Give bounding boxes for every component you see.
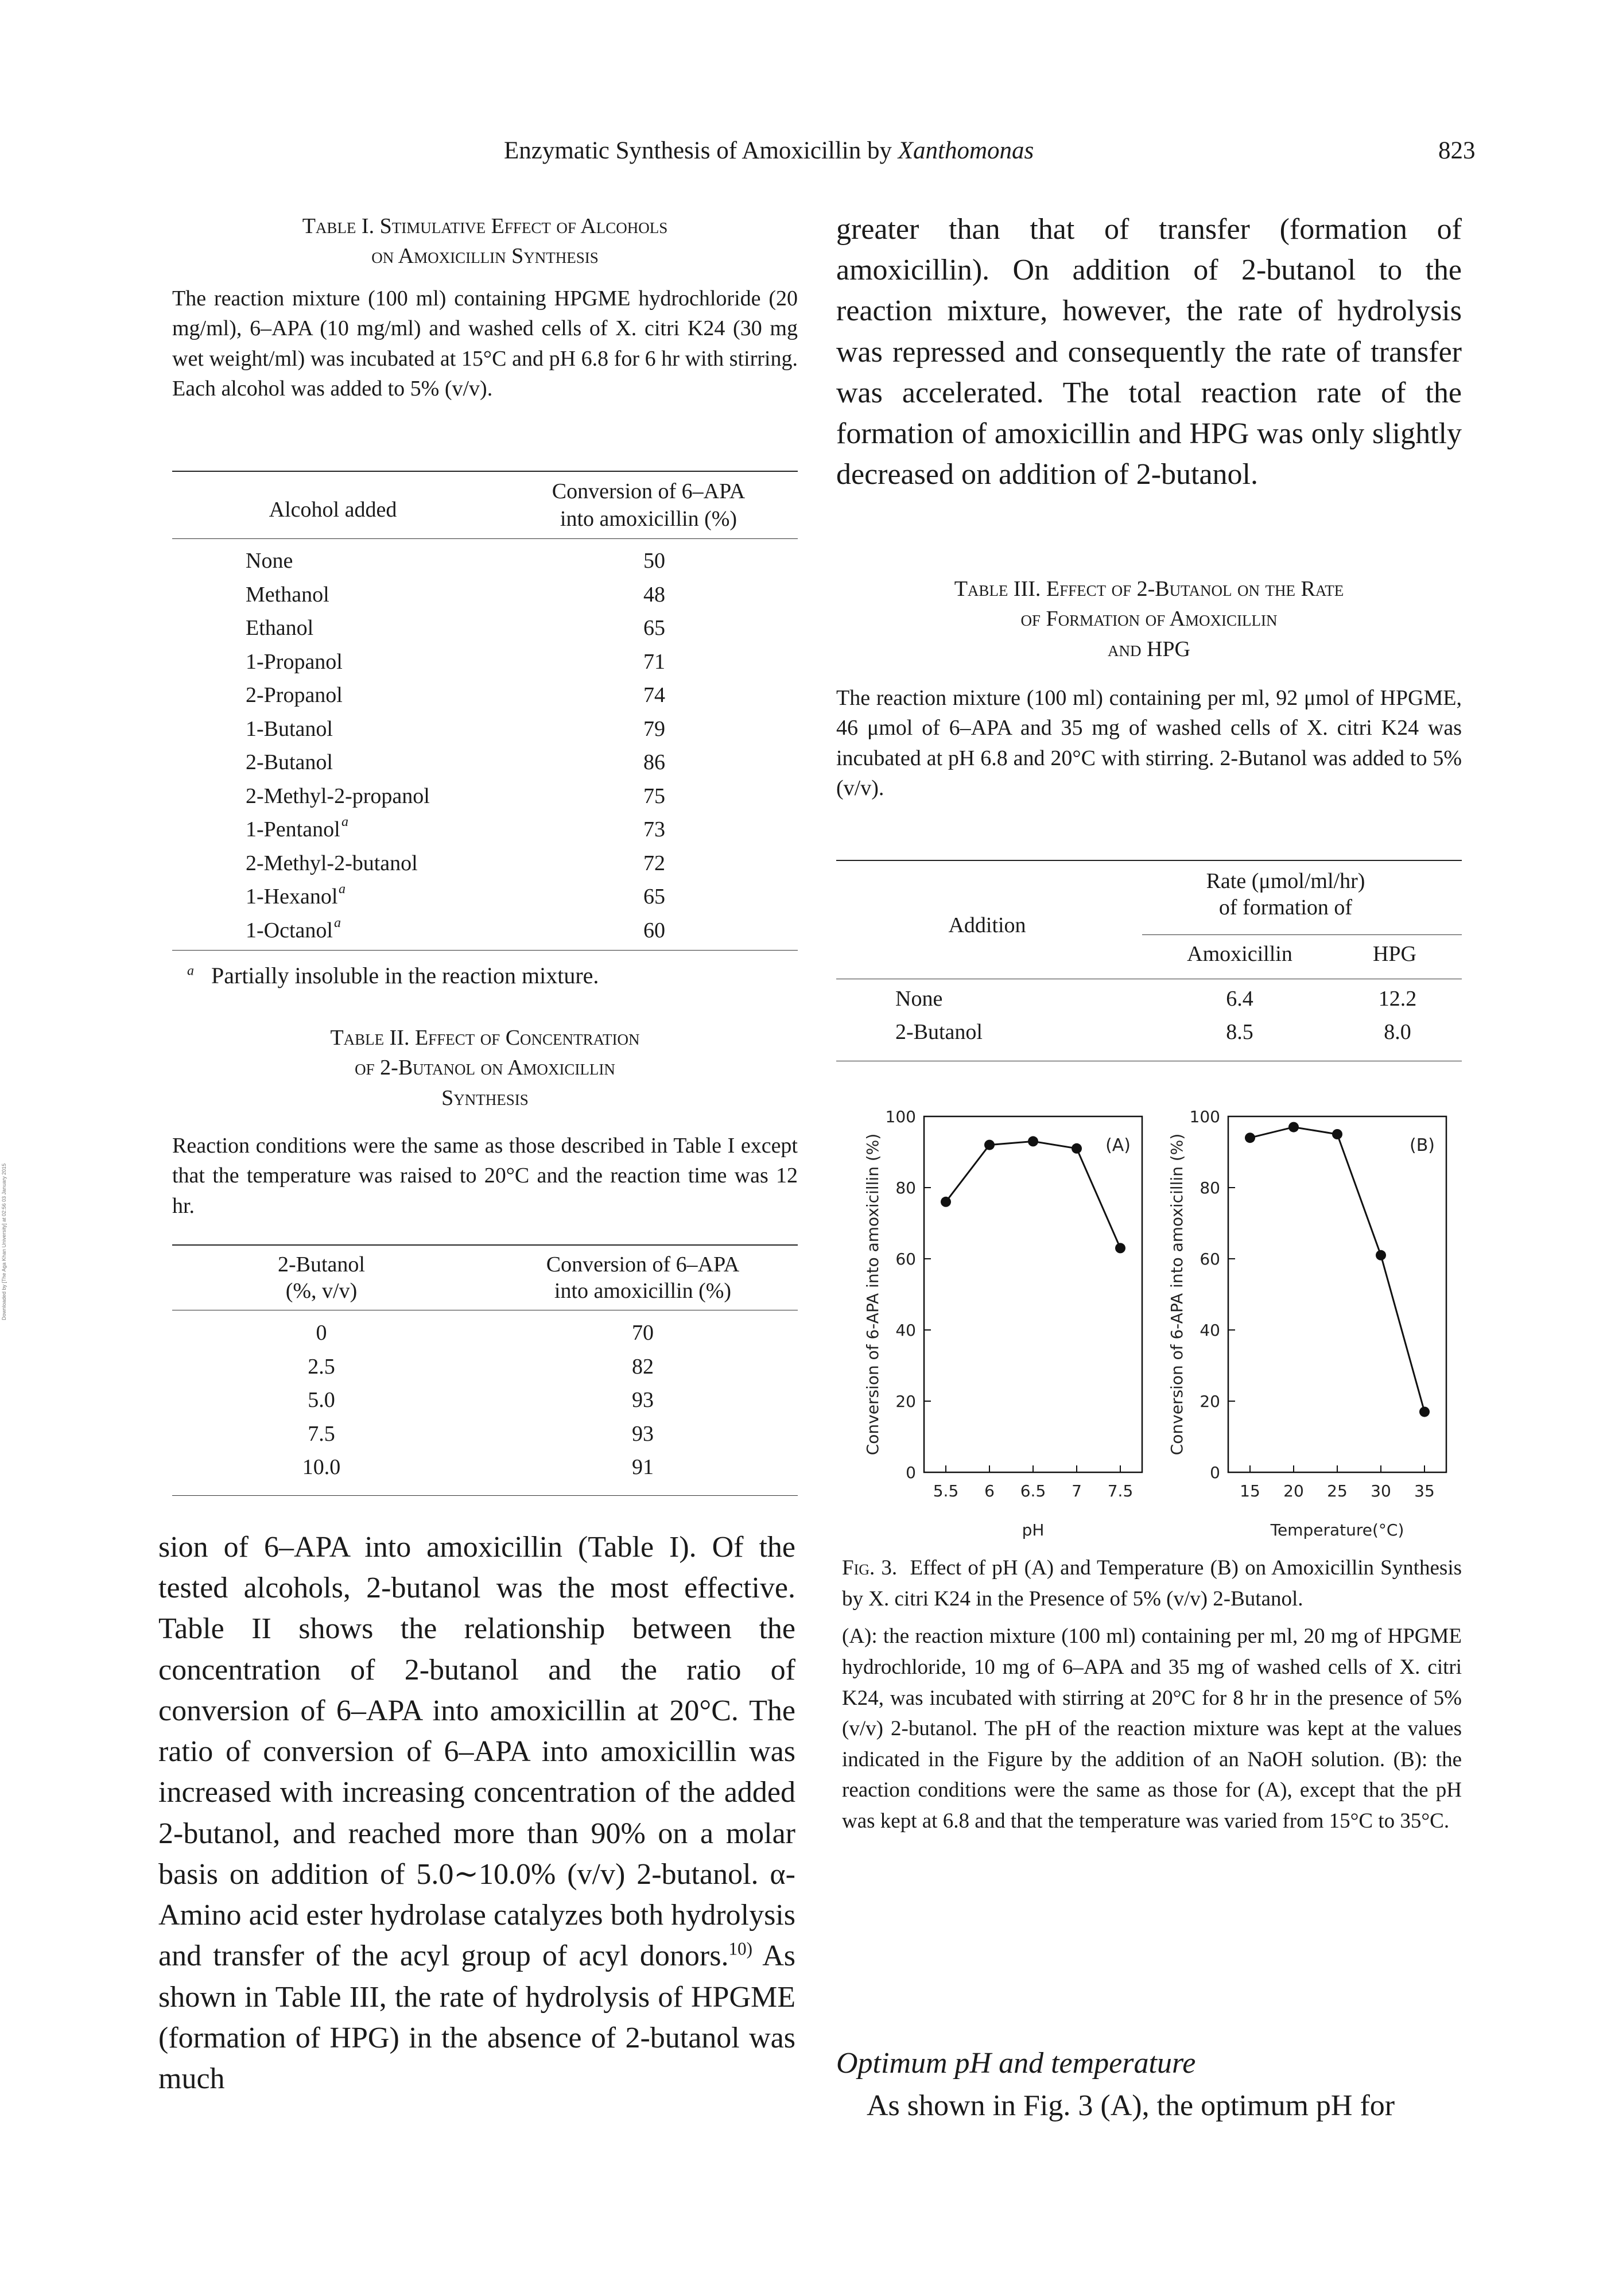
table2-col2-header-line2: into amoxicillin (%) <box>554 1279 732 1303</box>
panel-a-data-point <box>1028 1136 1038 1146</box>
panel-a-ylabel: Conversion of 6-APA into amoxicillin (%) <box>863 1133 882 1456</box>
panel-a-y-tick-label: 100 <box>885 1107 916 1126</box>
table3-title-line3: and HPG <box>1107 637 1190 661</box>
panel-b-y-tick-label: 40 <box>1200 1321 1220 1340</box>
table1-row-alcohol: 2-Methyl-2-butanol <box>246 851 418 875</box>
table1-row-footnote-mark: a <box>339 882 346 897</box>
table1-row-alcohol: None <box>246 549 293 573</box>
panel-b-data-point <box>1419 1407 1430 1417</box>
table1-col2-header <box>517 478 781 533</box>
table2-row-value: 91 <box>632 1455 654 1479</box>
table3-col-amoxicillin: Amoxicillin <box>1187 942 1292 966</box>
table1-row-alcohol: 1-Hexanol <box>246 885 338 909</box>
table1-row-footnote-mark: a <box>341 815 348 829</box>
table1-row-value: 75 <box>643 784 665 808</box>
table1-row-alcohol: 1-Octanol <box>246 918 333 943</box>
download-watermark-text: Downloaded by [The Aga Khan University] at 02:56 03 January 2015 <box>1 1163 7 1320</box>
table3-row-amoxicillin: 6.4 <box>1226 987 1253 1011</box>
table3-col-hpg: HPG <box>1372 942 1417 966</box>
table1-row-value: 86 <box>643 750 665 774</box>
table2-row-value: 93 <box>632 1421 654 1446</box>
table1-row-value: 48 <box>643 582 665 607</box>
panel-a-y-tick-label: 0 <box>906 1463 916 1482</box>
panel-a-y-tick-label: 20 <box>895 1392 916 1411</box>
table3-note: The reaction mixture (100 ml) containing per ml, 92 μmol of HPGME, 46 μmol of 6–APA and 35 mg of washed cells of X. citri K24 was incubated at pH 6.8 and 20°C with stirring. 2-Butanol was added to 5% (v/v). <box>836 686 1462 801</box>
table1-row-alcohol: 1-Butanol <box>246 716 333 741</box>
table1-header-rule <box>172 538 798 539</box>
table3-row-addition: 2-Butanol <box>895 1020 983 1044</box>
panel-b-data-point <box>1332 1129 1342 1139</box>
table3-row-hpg: 12.2 <box>1378 987 1417 1011</box>
table3-row-amoxicillin: 8.5 <box>1226 1020 1253 1044</box>
panel-b-x-tick-label: 20 <box>1283 1481 1304 1500</box>
chart-panel-b <box>1167 1107 1446 1539</box>
table1-row-value: 79 <box>643 716 665 741</box>
table2-title-line2: of 2-Butanol on Amoxicillin <box>355 1056 615 1080</box>
table1-bottom-rule <box>172 950 798 951</box>
table3-col-addition: Addition <box>948 913 1026 937</box>
figure3-caption <box>842 1553 1462 1837</box>
table1-note: The reaction mixture (100 ml) containing HPGME hydrochloride (20 mg/ml), 6–APA (10 mg/ml) and washed cells of X. citri K24 (30 mg wet weight/ml) was incubated at 15°C and pH 6.8 for 6 hr with stirring. Each alcohol was added to 5% (v/v). <box>172 286 798 401</box>
figure3-charts <box>861 1091 1464 1550</box>
panel-a-x-tick-label: 6 <box>984 1481 995 1500</box>
table1-row-value: 65 <box>643 616 665 640</box>
table1-row-alcohol: Methanol <box>246 582 329 607</box>
table1-col2-header-line2: into amoxicillin (%) <box>560 507 737 531</box>
table1-row-alcohol: 2-Butanol <box>246 750 333 774</box>
table1-label: Table I. <box>302 214 375 238</box>
table2-top-rule <box>172 1244 798 1246</box>
table2-row-concentration: 0 <box>316 1321 327 1345</box>
panel-a-label: (A) <box>1105 1135 1131 1155</box>
table3-label: Table III. <box>954 577 1041 601</box>
table2-row-value: 82 <box>632 1354 654 1379</box>
table1-caption <box>172 211 798 272</box>
table3-title-line1: Effect of 2-Butanol on the Rate <box>1046 577 1344 601</box>
running-title-italic: Xanthomonas <box>898 137 1034 164</box>
panel-b-y-tick-label: 0 <box>1210 1463 1220 1482</box>
chart-panel-a <box>863 1107 1142 1539</box>
panel-b-x-tick-label: 30 <box>1371 1481 1391 1500</box>
left-body-text: sion of 6–APA into amoxicillin (Table I). Of the tested alcohols, 2-butanol was the most effective. Table II shows the relationship between the concentration of 2-butanol and the ratio of conversion of 6–APA into amoxicillin at 20°C. The ratio of conversion of 6–APA into amoxicillin was increased with increasing concentration of the added 2-butanol, and reached more than 90% on a molar basis on addition of 5.0∼10.0% (v/v) 2-butanol. α-Amino acid ester hydrolase catalyzes both hydrolysis and transfer of the acyl group of acyl donors. <box>158 1531 795 1973</box>
download-watermark <box>1 976 13 1320</box>
table3-top-rule <box>836 860 1462 861</box>
figure3-title: Effect of pH (A) and Temperature (B) on Amoxicillin Synthesis by X. citri K24 in the Presence of 5% (v/v) 2-Butanol. <box>842 1556 1462 1611</box>
panel-a-data-point <box>1072 1143 1082 1154</box>
panel-a-plot-frame <box>924 1116 1142 1472</box>
table3-col-rate-line2: of formation of <box>1218 895 1353 920</box>
table2-row-concentration: 5.0 <box>308 1388 335 1412</box>
table2-col2-header <box>505 1251 781 1304</box>
table1-row-value: 73 <box>643 817 665 841</box>
table1-footnote-mark: a <box>187 963 194 979</box>
table3-row-hpg: 8.0 <box>1384 1020 1411 1044</box>
table1-row-footnote-mark: a <box>334 915 341 930</box>
panel-b-y-tick-label: 100 <box>1189 1107 1220 1126</box>
figure3-label: Fig. 3. <box>842 1556 898 1580</box>
table2-col1-header-line2: (%, v/v) <box>285 1279 358 1303</box>
panel-b-y-tick-label: 80 <box>1200 1178 1220 1197</box>
table2-row-concentration: 7.5 <box>308 1421 335 1446</box>
panel-a-data-point <box>984 1140 995 1150</box>
section-paragraph: As shown in Fig. 3 (A), the optimum pH for <box>867 2089 1395 2122</box>
panel-a-x-tick-label: 6.5 <box>1020 1481 1046 1500</box>
panel-a-y-tick-label: 60 <box>895 1250 916 1269</box>
panel-b-xlabel: Temperature(°C) <box>1270 1521 1404 1539</box>
panel-a-xlabel: pH <box>1022 1521 1045 1539</box>
panel-b-y-tick-label: 20 <box>1200 1392 1220 1411</box>
panel-b-ylabel: Conversion of 6-APA into amoxicillin (%) <box>1167 1133 1186 1456</box>
table2-col2-header-line1: Conversion of 6–APA <box>546 1252 740 1277</box>
table2-row-value: 70 <box>632 1321 654 1345</box>
table2-col1-header-line1: 2-Butanol <box>278 1252 365 1277</box>
table1-row-alcohol: 2-Propanol <box>246 683 343 707</box>
panel-b-x-tick-label: 25 <box>1327 1481 1348 1500</box>
table1-row-alcohol: 1-Propanol <box>246 649 343 674</box>
running-title-text: Enzymatic Synthesis of Amoxicillin by <box>504 137 898 164</box>
table1-row-alcohol: 1-Pentanol <box>246 817 340 841</box>
panel-b-data-point <box>1376 1250 1386 1261</box>
reference-10: 10) <box>728 1939 753 1960</box>
panel-a-y-tick-label: 40 <box>895 1321 916 1340</box>
table2-label: Table II. <box>330 1026 410 1050</box>
right-body-paragraph: greater than that of transfer (formation of amoxicillin). On addition of 2-butanol to the reaction mixture, however, the rate of hydrolysis was repressed and consequently the rate of transfer was accelerated. The total reaction rate of the formation of amoxicillin and HPG was only slightly decreased on addition of 2-butanol. <box>836 213 1462 491</box>
panel-a-x-tick-label: 7.5 <box>1107 1481 1134 1500</box>
table2-row-concentration: 10.0 <box>302 1455 341 1479</box>
running-title <box>504 137 1034 165</box>
panel-b-data-point <box>1245 1133 1255 1143</box>
table2-col1-header <box>235 1251 407 1304</box>
page-header <box>0 137 1607 171</box>
panel-a-x-tick-label: 7 <box>1072 1481 1082 1500</box>
table3-title-line2: of Formation of Amoxicillin <box>1020 607 1278 631</box>
panel-b-x-tick-label: 35 <box>1414 1481 1435 1500</box>
panel-b-plot-frame <box>1228 1116 1446 1472</box>
table3-subheader-rule <box>1142 934 1462 935</box>
table1-title-line1: Stimulative Effect of Alcohols <box>379 214 668 238</box>
table2-title-line3: Synthesis <box>441 1085 529 1110</box>
table1-row-alcohol: 2-Methyl-2-propanol <box>246 784 430 808</box>
panel-b-data-point <box>1288 1122 1299 1133</box>
panel-b-series-line <box>1250 1127 1424 1412</box>
panel-a-y-tick-label: 80 <box>895 1178 916 1197</box>
panel-b-x-tick-label: 15 <box>1240 1481 1260 1500</box>
table1-col2-header-line1: Conversion of 6–APA <box>552 479 746 503</box>
table2-row-concentration: 2.5 <box>308 1354 335 1379</box>
panel-b-label: (B) <box>1410 1135 1435 1155</box>
page-number: 823 <box>1438 137 1476 164</box>
panel-a-data-point <box>941 1197 951 1207</box>
table2-bottom-rule <box>172 1495 798 1496</box>
panel-a-data-point <box>1115 1243 1125 1253</box>
table1-row-alcohol: Ethanol <box>246 616 314 640</box>
table1-row-value: 72 <box>643 851 665 875</box>
table2-caption <box>172 1023 798 1113</box>
table1-row-value: 60 <box>643 918 665 943</box>
figure3-description: (A): the reaction mixture (100 ml) containing per ml, 20 mg of HPGME hydrochloride, 10 mg of 6–APA and 35 mg of washed cells of X. citri K24, was incubated with stirring at 20°C for 8 hr in the presence of 5% (v/v) 2-butanol. The pH of the reaction mixture was kept at the values indicated in the Figure by the addition of an NaOH solution. (B): the reaction conditions were the same as those for (A), except that the pH was kept at 6.8 and that the temperature was varied from 15°C to 35°C. <box>842 1624 1462 1833</box>
table1-row-value: 50 <box>643 549 665 573</box>
table2-title-line1: Effect of Concentration <box>414 1026 640 1050</box>
table2-note: Reaction conditions were the same as those described in Table I except that the temperature was raised to 20°C and the reaction time was 12 hr. <box>172 1134 798 1218</box>
panel-a-x-tick-label: 5.5 <box>933 1481 959 1500</box>
left-body-paragraph <box>158 1527 795 2099</box>
table1-top-rule <box>172 471 798 472</box>
section-heading: Optimum pH and temperature <box>836 2047 1196 2080</box>
table1-row-value: 71 <box>643 649 665 674</box>
left-body-text-end: As shown in Table III, the rate of hydrolysis of HPGME (formation of HPG) in the absence of 2-butanol was much <box>158 1940 795 2096</box>
table1-col1-header: Alcohol added <box>269 498 397 522</box>
table1-footnote <box>187 962 599 989</box>
table3-caption <box>836 574 1462 664</box>
table1-footnote-text: Partially insoluble in the reaction mixture. <box>211 963 599 988</box>
table3-col-rate-line1: Rate (μmol/ml/hr) <box>1206 869 1365 893</box>
panel-b-y-tick-label: 60 <box>1200 1250 1220 1269</box>
table1-row-value: 74 <box>643 683 665 707</box>
table2-row-value: 93 <box>632 1388 654 1412</box>
table3-row-addition: None <box>895 987 943 1011</box>
table1-row-value: 65 <box>643 885 665 909</box>
table3-col-rate-header <box>1119 868 1452 921</box>
table1-title-line2: on Amoxicillin Synthesis <box>371 244 599 269</box>
panel-a-series-line <box>946 1141 1120 1248</box>
